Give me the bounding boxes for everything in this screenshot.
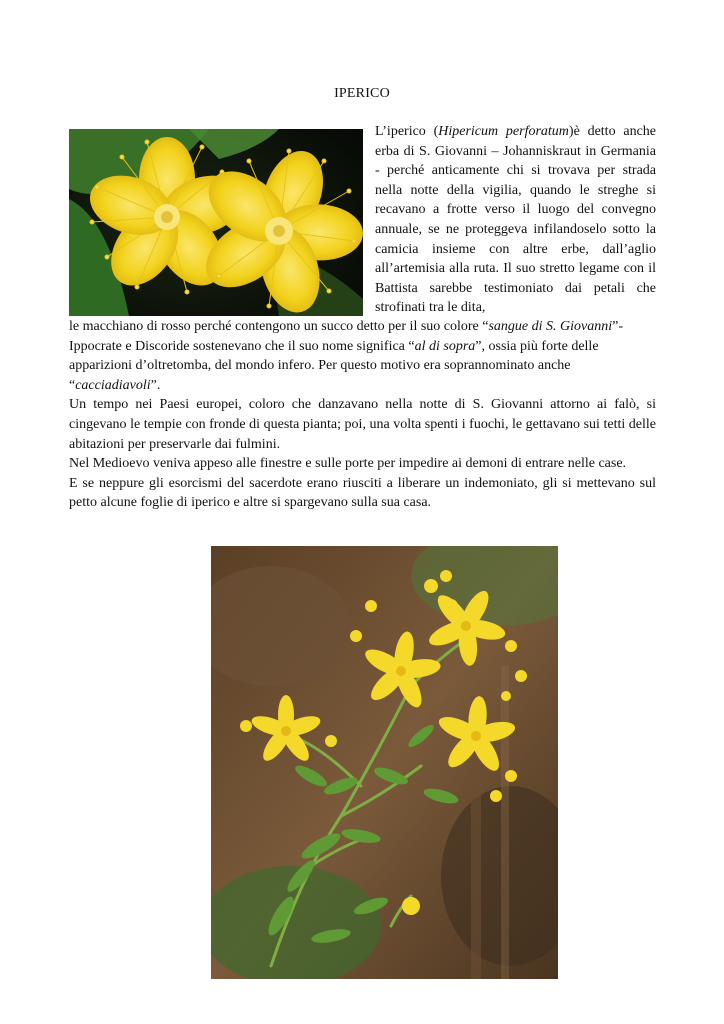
flowering-plant-photo xyxy=(211,546,558,979)
intro-text-2: )è detto anche erba di S. Giovanni – Johanniskraut in Germania - perché anticamente chi si trovava per strada nella notte della vigilia, quando le streghe si recavano a frotte verso il luogo del convegno annuale, se ne proteggeva infilandoselo sotto la camicia insieme con altre erbe, dall’aglio all’artemisia alla ruta. Il suo stretto legame con il Battista sarebbe testimoniato dai petali che strofinati tra le dita, xyxy=(375,124,656,316)
p1-text-4: ”. xyxy=(150,377,161,393)
p1-text-1: le macchiano di rosso perché contengono un succo detto per il suo colore “ xyxy=(69,319,489,334)
paragraph-2: Un tempo nei Paesi europei, coloro che danzavano nella notte di S. Giovanni attorno ai falò, si cingevano le tempie con fronde di questa pianta; poi, una volta spenti i fuochi, le gettavano sui tetti delle abitazioni per preservarle dai fulmini. xyxy=(69,397,656,452)
flower-closeup-photo xyxy=(69,129,363,316)
intro-text-1: L’iperico ( xyxy=(375,124,439,139)
p1-text-3: ”, ossia più forte delle apparizioni d’oltretomba, del mondo infero. Per questo motivo era soprannominato anche “ xyxy=(69,338,599,393)
latin-name: Hipericum perforatum xyxy=(438,124,569,139)
paragraph-3: Nel Medioevo veniva appeso alle finestre e sulle porte per impedire ai demoni di entrare nelle case. xyxy=(69,456,627,472)
document-title: IPERICO xyxy=(334,86,390,101)
paragraph-4: E se neppure gli esorcismi del sacerdote erano riusciti a liberare un indemoniato, gli si mettevano sul petto alcune foglie di iperico e altre si spargevano sulla sua casa. xyxy=(69,475,656,511)
al-di-sopra-phrase: al di sopra xyxy=(414,338,476,354)
p1-text-2: ”- Ippocrate e Discoride sostenevano che il suo nome significa “ xyxy=(69,319,624,354)
intro-paragraph xyxy=(375,122,656,318)
paragraph-1 xyxy=(69,317,656,395)
sangue-phrase: sangue di S. Giovanni xyxy=(488,319,613,334)
body-text xyxy=(69,317,656,513)
cacciadiavoli-word: cacciadiavoli xyxy=(75,377,151,393)
